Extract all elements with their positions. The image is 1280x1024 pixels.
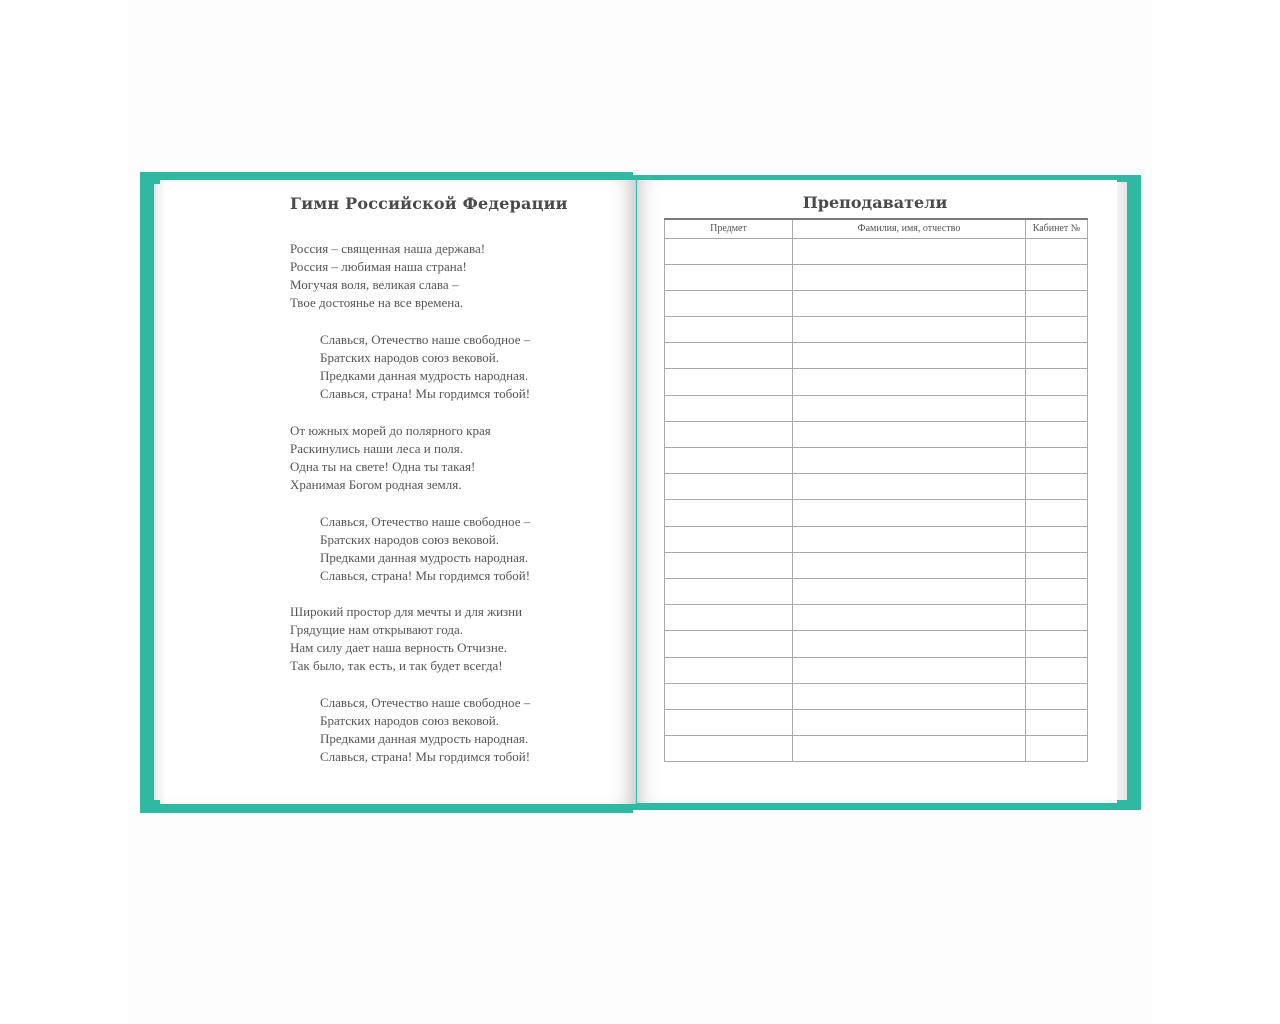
room-cell[interactable] <box>1026 526 1088 552</box>
room-cell[interactable] <box>1026 657 1088 683</box>
verse-line: Так было, так есть, и так будет всегда! <box>290 658 503 673</box>
full-name-cell[interactable] <box>793 290 1026 316</box>
table-row <box>665 474 1088 500</box>
subject-cell[interactable] <box>665 736 793 762</box>
table-row <box>665 578 1088 604</box>
room-cell[interactable] <box>1026 395 1088 421</box>
full-name-cell[interactable] <box>793 343 1026 369</box>
full-name-cell[interactable] <box>793 421 1026 447</box>
column-header-room: Кабинет № <box>1026 219 1088 238</box>
room-cell[interactable] <box>1026 448 1088 474</box>
table-row <box>665 526 1088 552</box>
page-edge <box>1117 182 1127 800</box>
anthem-chorus <box>320 694 530 766</box>
table-row <box>665 421 1088 447</box>
subject-cell[interactable] <box>665 448 793 474</box>
verse-line: Россия – любимая наша страна! <box>290 259 467 274</box>
full-name-cell[interactable] <box>793 736 1026 762</box>
table-header-row <box>665 219 1088 238</box>
verse-line: Нам силу дает наша верность Отчизне. <box>290 640 507 655</box>
full-name-cell[interactable] <box>793 683 1026 709</box>
subject-cell[interactable] <box>665 369 793 395</box>
teachers-title: Преподаватели <box>802 193 948 212</box>
subject-cell[interactable] <box>665 474 793 500</box>
full-name-cell[interactable] <box>793 238 1026 264</box>
room-cell[interactable] <box>1026 421 1088 447</box>
chorus-line: Славься, Отечество наше свободное – <box>320 514 531 529</box>
table-row <box>665 395 1088 421</box>
chorus-line: Славься, Отечество наше свободное – <box>320 332 531 347</box>
chorus-line: Славься, Отечество наше свободное – <box>320 695 531 710</box>
room-cell[interactable] <box>1026 290 1088 316</box>
subject-cell[interactable] <box>665 709 793 735</box>
column-header-subject: Предмет <box>665 219 793 238</box>
chorus-line: Братских народов союз вековой. <box>320 713 499 728</box>
table-row <box>665 238 1088 264</box>
full-name-cell[interactable] <box>793 657 1026 683</box>
full-name-cell[interactable] <box>793 526 1026 552</box>
chorus-line: Предками данная мудрость народная. <box>320 368 529 383</box>
table-row <box>665 343 1088 369</box>
room-cell[interactable] <box>1026 552 1088 578</box>
table-row <box>665 317 1088 343</box>
subject-cell[interactable] <box>665 395 793 421</box>
subject-cell[interactable] <box>665 552 793 578</box>
anthem-chorus <box>320 331 530 403</box>
room-cell[interactable] <box>1026 369 1088 395</box>
verse-line: Россия – священная наша держава! <box>290 241 486 256</box>
room-cell[interactable] <box>1026 736 1088 762</box>
chorus-line: Предками данная мудрость народная. <box>320 550 529 565</box>
verse-line: Хранимая Богом родная земля. <box>290 477 462 492</box>
page-edge <box>154 184 160 800</box>
room-cell[interactable] <box>1026 631 1088 657</box>
verse-line: Широкий простор для мечты и для жизни <box>290 604 523 619</box>
anthem-verse <box>290 603 522 675</box>
subject-cell[interactable] <box>665 631 793 657</box>
room-cell[interactable] <box>1026 474 1088 500</box>
table-row <box>665 683 1088 709</box>
subject-cell[interactable] <box>665 238 793 264</box>
table-row <box>665 631 1088 657</box>
table-row <box>665 657 1088 683</box>
table-row <box>665 369 1088 395</box>
full-name-cell[interactable] <box>793 631 1026 657</box>
room-cell[interactable] <box>1026 264 1088 290</box>
table-row <box>665 264 1088 290</box>
column-header-full-name: Фамилия, имя, отчество <box>793 219 1026 238</box>
anthem-verse <box>290 422 491 494</box>
room-cell[interactable] <box>1026 238 1088 264</box>
chorus-line: Предками данная мудрость народная. <box>320 731 529 746</box>
verse-line: Могучая воля, великая слава – <box>290 277 459 292</box>
chorus-line: Славься, страна! Мы гордимся тобой! <box>320 386 531 401</box>
full-name-cell[interactable] <box>793 709 1026 735</box>
full-name-cell[interactable] <box>793 317 1026 343</box>
full-name-cell[interactable] <box>793 448 1026 474</box>
subject-cell[interactable] <box>665 605 793 631</box>
full-name-cell[interactable] <box>793 474 1026 500</box>
table-row <box>665 736 1088 762</box>
subject-cell[interactable] <box>665 683 793 709</box>
verse-line: Раскинулись наши леса и поля. <box>290 441 464 456</box>
room-cell[interactable] <box>1026 500 1088 526</box>
subject-cell[interactable] <box>665 264 793 290</box>
verse-line: Грядущие нам открывают года. <box>290 622 464 637</box>
table-row <box>665 290 1088 316</box>
room-cell[interactable] <box>1026 709 1088 735</box>
full-name-cell[interactable] <box>793 605 1026 631</box>
room-cell[interactable] <box>1026 317 1088 343</box>
table-row <box>665 552 1088 578</box>
subject-cell[interactable] <box>665 526 793 552</box>
table-row <box>665 448 1088 474</box>
table-row <box>665 605 1088 631</box>
verse-line: От южных морей до полярного края <box>290 423 491 438</box>
chorus-line: Славься, страна! Мы гордимся тобой! <box>320 568 531 583</box>
full-name-cell[interactable] <box>793 552 1026 578</box>
teachers-table <box>664 218 1088 762</box>
subject-cell[interactable] <box>665 421 793 447</box>
subject-cell[interactable] <box>665 578 793 604</box>
full-name-cell[interactable] <box>793 264 1026 290</box>
anthem-title: Гимн Российской Федерации <box>290 194 568 213</box>
verse-line: Одна ты на свете! Одна ты такая! <box>290 459 476 474</box>
full-name-cell[interactable] <box>793 500 1026 526</box>
table-row <box>665 709 1088 735</box>
subject-cell[interactable] <box>665 500 793 526</box>
anthem-chorus <box>320 513 530 585</box>
subject-cell[interactable] <box>665 343 793 369</box>
room-cell[interactable] <box>1026 683 1088 709</box>
full-name-cell[interactable] <box>793 369 1026 395</box>
anthem-verse <box>290 240 485 312</box>
subject-cell[interactable] <box>665 657 793 683</box>
chorus-line: Братских народов союз вековой. <box>320 350 499 365</box>
subject-cell[interactable] <box>665 290 793 316</box>
subject-cell[interactable] <box>665 317 793 343</box>
full-name-cell[interactable] <box>793 578 1026 604</box>
chorus-line: Славься, страна! Мы гордимся тобой! <box>320 749 531 764</box>
room-cell[interactable] <box>1026 343 1088 369</box>
full-name-cell[interactable] <box>793 395 1026 421</box>
room-cell[interactable] <box>1026 578 1088 604</box>
table-row <box>665 500 1088 526</box>
room-cell[interactable] <box>1026 605 1088 631</box>
chorus-line: Братских народов союз вековой. <box>320 532 499 547</box>
verse-line: Твое достоянье на все времена. <box>290 295 464 310</box>
